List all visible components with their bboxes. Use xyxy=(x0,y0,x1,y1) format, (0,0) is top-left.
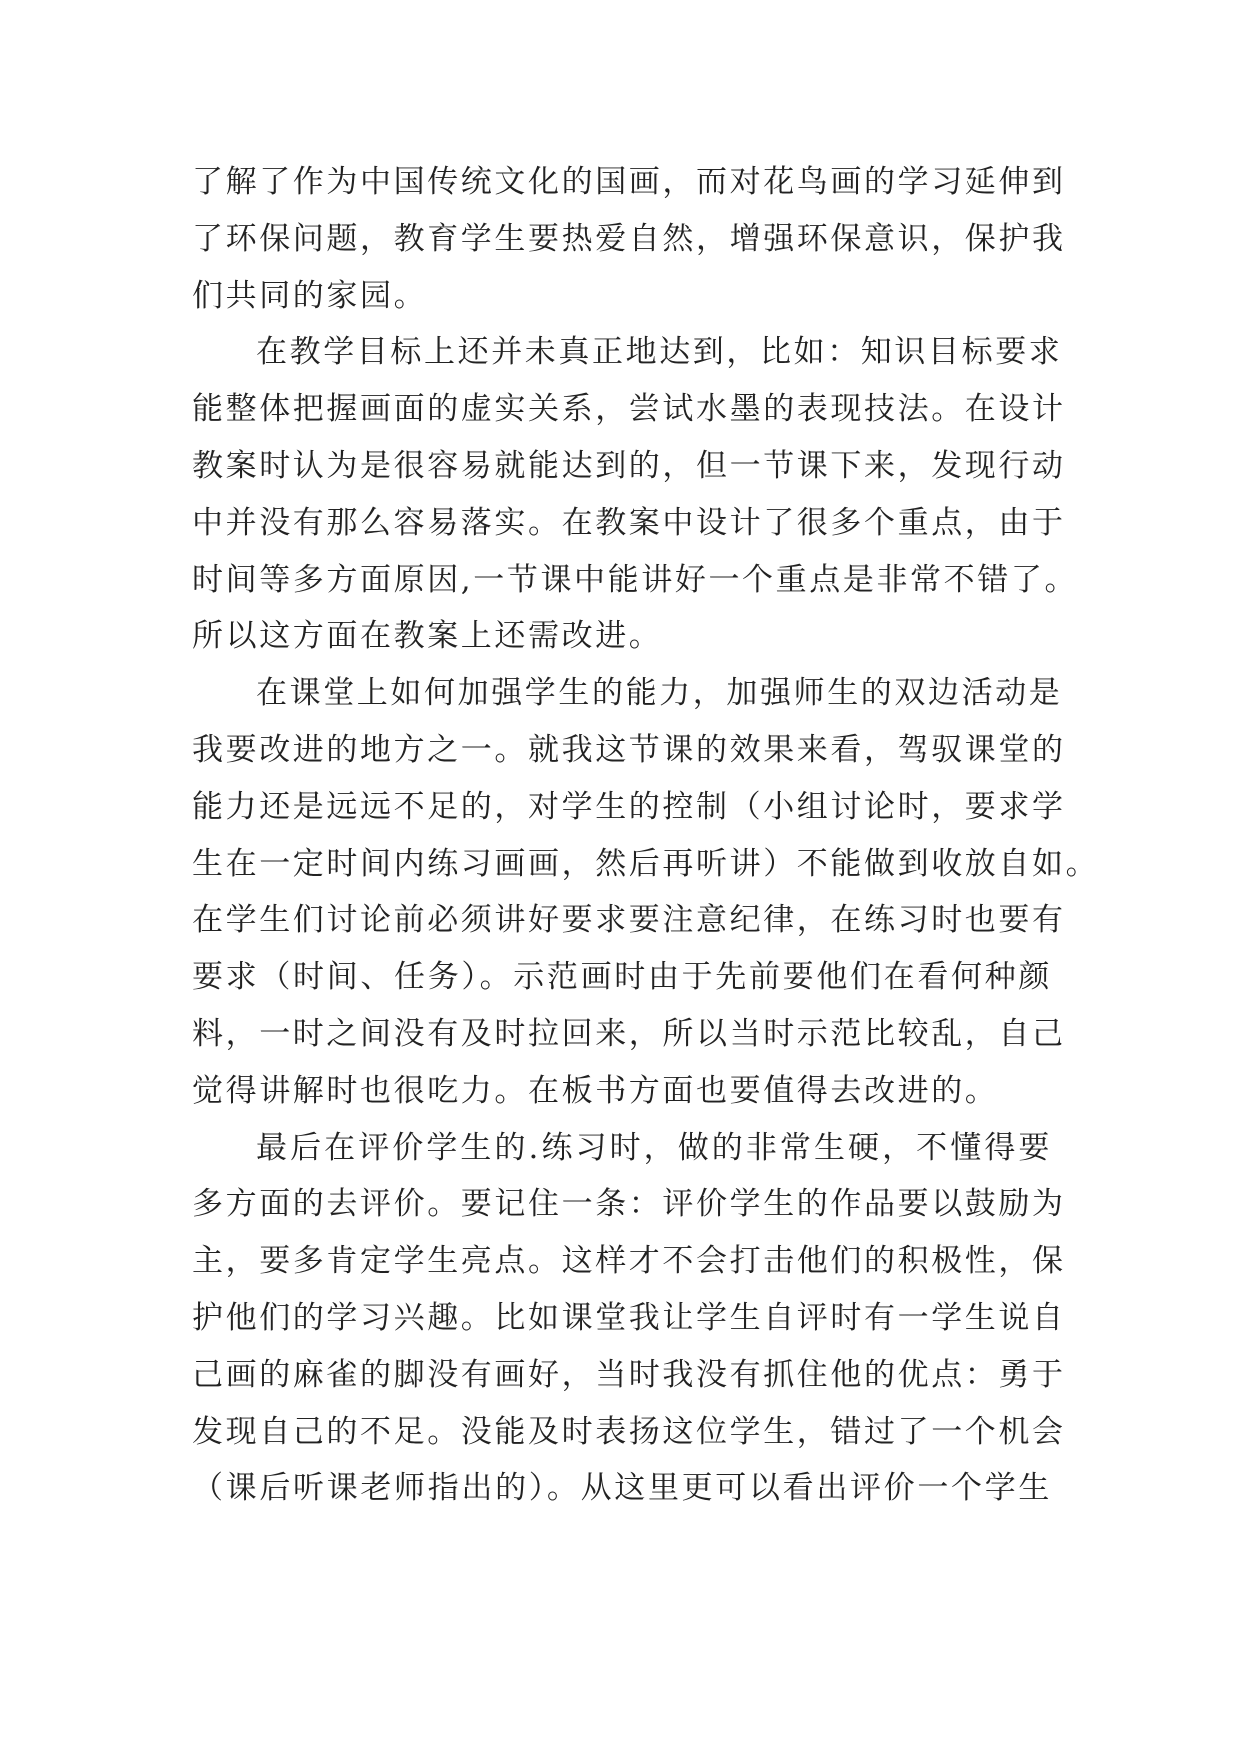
text-line: 主，要多肯定学生亮点。这样才不会打击他们的积极性，保 xyxy=(192,1243,1066,1280)
text-line: 所以这方面在教案上还需改进。 xyxy=(192,618,663,655)
paragraph-first-line: 最后在评价学生的.练习时，做的非常生硬，不懂得要 xyxy=(256,1129,1052,1166)
text-line: 料，一时之间没有及时拉回来，所以当时示范比较乱，自己 xyxy=(192,1015,1066,1052)
text-line: 多方面的去评价。要记住一条：评价学生的作品要以鼓励为 xyxy=(192,1186,1066,1223)
text-line: 了环保问题，教育学生要热爱自然，增强环保意识，保护我 xyxy=(192,220,1066,257)
text-line: 觉得讲解时也很吃力。在板书方面也要值得去改进的。 xyxy=(192,1072,999,1109)
text-line: 生在一定时间内练习画画，然后再听讲）不能做到收放自如。 xyxy=(192,845,1100,882)
text-line: 要求（时间、任务）。示范画时由于先前要他们在看何种颜 xyxy=(192,959,1052,996)
text-line: 了解了作为中国传统文化的国画，而对花鸟画的学习延伸到 xyxy=(192,164,1066,200)
text-line: 我要改进的地方之一。就我这节课的效果来看，驾驭课堂的 xyxy=(192,731,1066,768)
paragraph-first-line: 在课堂上如何加强学生的能力，加强师生的双边活动是 xyxy=(256,675,1063,712)
text-line: 能整体把握画面的虚实关系，尝试水墨的表现技法。在设计 xyxy=(192,391,1066,428)
text-line: 在学生们讨论前必须讲好要求要注意纪律，在练习时也要有 xyxy=(192,902,1066,939)
text-line: 中并没有那么容易落实。在教案中设计了很多个重点，由于 xyxy=(192,504,1066,541)
paragraph-first-line: 在教学目标上还并未真正地达到，比如：知识目标要求 xyxy=(256,334,1063,371)
text-line: 己画的麻雀的脚没有画好，当时我没有抓住他的优点：勇于 xyxy=(192,1356,1066,1393)
text-line: 们共同的家园。 xyxy=(192,277,428,314)
text-line: 护他们的学习兴趣。比如课堂我让学生自评时有一学生说自 xyxy=(192,1299,1066,1336)
document-body xyxy=(192,154,1100,1517)
text-line: 发现自己的不足。没能及时表扬这位学生，错过了一个机会 xyxy=(192,1413,1066,1450)
text-line: 教案时认为是很容易就能达到的，但一节课下来，发现行动 xyxy=(192,447,1066,484)
text-line: 能力还是远远不足的，对学生的控制（小组讨论时，要求学 xyxy=(192,788,1066,825)
text-line: （课后听课老师指出的）。从这里更可以看出评价一个学生 xyxy=(192,1470,1052,1507)
text-line: 时间等多方面原因,一节课中能讲好一个重点是非常不错了。 xyxy=(192,561,1079,598)
